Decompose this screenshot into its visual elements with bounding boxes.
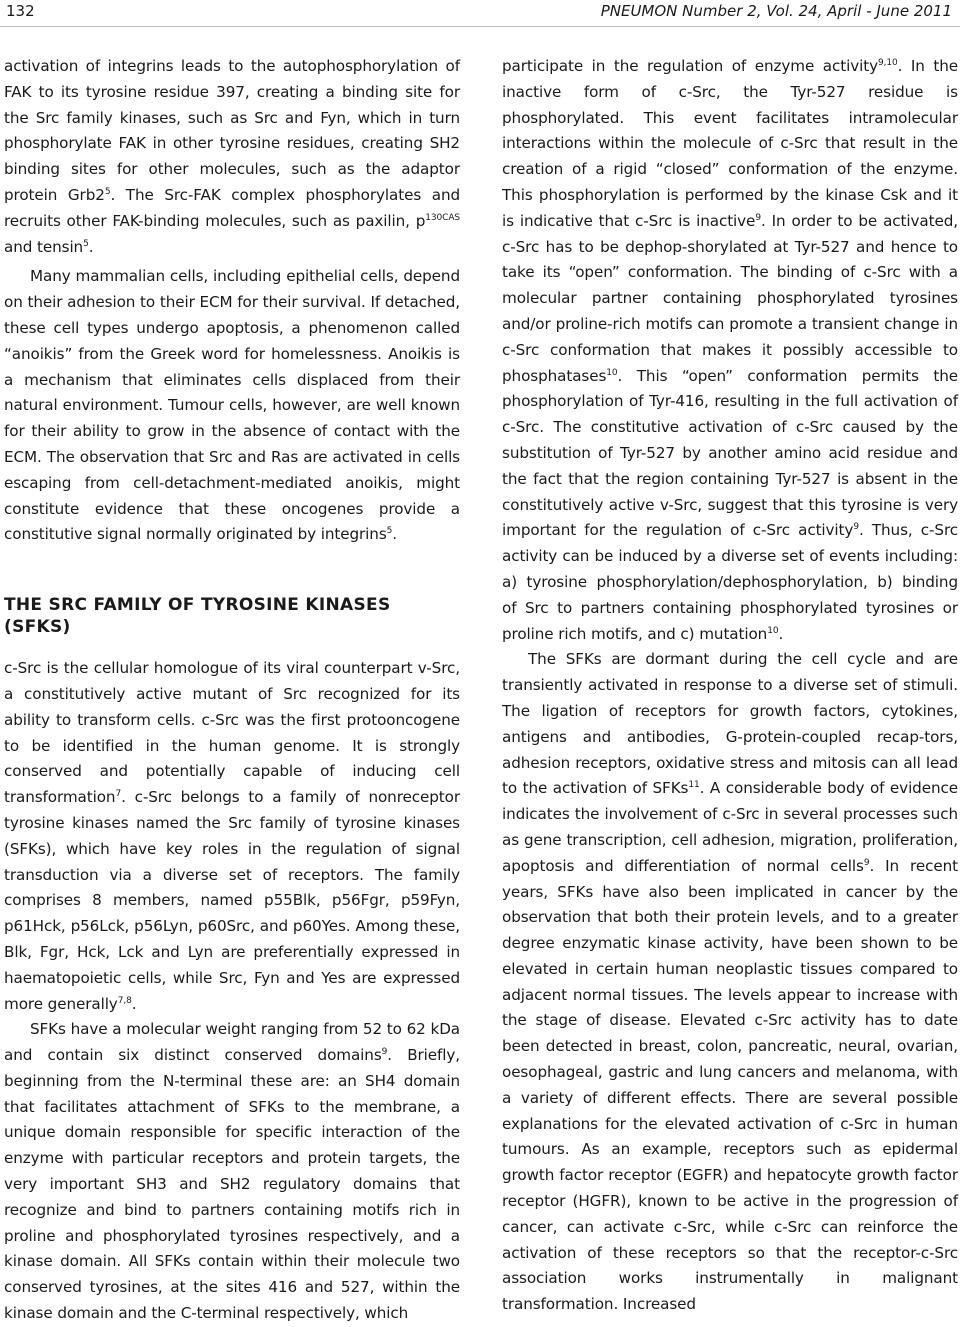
citation: 10 xyxy=(606,367,618,378)
citation: 5 xyxy=(386,526,393,537)
superscript-cas: 130CAS xyxy=(425,212,460,223)
citation: 9 xyxy=(853,522,859,533)
citation: 10 xyxy=(767,625,779,636)
right-column xyxy=(502,54,958,1318)
citation: 9 xyxy=(863,857,870,868)
citation: 9 xyxy=(755,212,761,223)
paragraph-sfk-domains: SFKs have a molecular weight ranging from 52 to 62 kDa and contain six distinct conserved domains$^9$. Briefly, beginning from the N-terminal these are: an SH4 domain that facilitates attachment of SFKs to the membrane, a unique domain responsible for specific interaction of the enzyme with particular receptors and protein targets, the very important SH3 and SH2 regulatory domains that recognize and bind to partners containing motifs rich in proline and phosphorylated tyrosines respectively, and a kinase domain. All SFKs contain within their molecule two conserved tyrosines, at the sites 416 and 527, within the kinase domain and the C-terminal respectively, which xyxy=(4,1020,461,1323)
citation: 5 xyxy=(104,186,111,197)
citation: 11 xyxy=(688,780,700,791)
paragraph-c-src-intro: c-Src is the cellular homologue of its viral counterpart v-Src, a constitutively active mutant of Src recognized for its ability to transform cells. c-Src was the first protooncogene to be identified in the human genome. It is strongly conserved and potentially capable of inducing cell transformation$^7$. c-Src belongs to a family of nonreceptor tyrosine kinases named the Src family of tyrosine kinases (SFKs), which have key roles in the regulation of signal transduction via a diverse set of receptors. The family comprises 8 members, named p55Blk, p56Fgr, p59Fyn, p61Hck, p56Lck, p56Lyn, p60Src, and p60Yes. Among these, Blk, Fgr, Hck, Lck and Lyn are preferentially expressed in haematopoietic cells, while Src, Fyn and Yes are expressed more generally$^{7,8}$. xyxy=(4,659,460,1013)
section-heading: THE SRC FAMILY OF TYROSINE KINASES (SFKS) xyxy=(4,595,391,638)
paragraph-tyr527-regulation: participate in the regulation of enzyme activity$^{9,10}$. In the inactive form of c-Src, the Tyr-527 residue is phosphorylated. This event facilitates intramolecular interactions within the molecule of c-Src that result in the creation of a rigid “closed” conformation of the enzyme. This phosphorylation is performed by the kinase Csk and it is indicative that c-Src is inactive$^9$. In order to be activated, c-Src has to be dephop-shorylated at Tyr-527 and hence to take its “open” conformation. The binding of c-Src with a molecular partner containing phosphorylated tyrosines and/or proline-rich motifs can promote a transient change in c-Src conformation that makes it possibly accessible to phosphatases$^{10}$. This “open” conformation permits the phosphorylation of Tyr-416, resulting in the full activation of c-Src. The constitutive activation of c-Src caused by the substitution of Tyr-527 by another amino acid residue and the fact that the region containing Tyr-527 is absent in the constitutively active v-Src, suggest that this tyrosine is very important for the regulation of c-Src activity$^9$. Thus, c-Src activity can be induced by a diverse set of events including: a) tyrosine phosphorylation/dephosphorylation, b) binding of Src to partners containing phosphorylated tyrosines or proline rich motifs, and c) mutation$^{10}$. xyxy=(502,57,959,643)
citation: 7 xyxy=(115,789,122,800)
paragraph-sfk-cancer: The SFKs are dormant during the cell cycle and are transiently activated in response to a diverse set of stimuli. The ligation of receptors for growth factors, cytokines, antigens and antibodies, G-protein-coupled recap-tors, adhesion receptors, oxidative stress and mitosis can all lead to the activation of SFKs$^{11}$. A considerable body of evidence indicates the involvement of c-Src in several processes such as gene transcription, cell adhesion, migration, proliferation, apoptosis and differentiation of normal cells$^9$. In recent years, SFKs have also been implicated in cancer by the observation that both their protein levels, and to a greater degree enzymatic kinase activity, have been shown to be elevated in certain human neoplastic tissues compared to adjacent normal tissues. The levels appear to increase with the stage of disease. Elevated c-Src activity has to date been detected in breast, colon, pancreatic, neural, ovarian, oesophageal, gastric and lung cancers and melanoma, with a variety of different effects. There are several possible explanations for the elevated activation of c-Src in human tumours. As an example, receptors such as epidermal growth factor receptor (EGFR) and hepatocyte growth factor receptor (HGFR), known to be active in the progression of cancer, can activate c-Src, while c-Src can reinforce the activation of these receptors so that the receptor-c-Src association works instrumentally in malignant transformation. Increased xyxy=(502,650,958,1314)
paragraph-anoikis: Many mammalian cells, including epithelial cells, depend on their adhesion to their ECM for their survival. If detached, these cell types undergo apoptosis, a phenomenon called “anoikis” from the Greek word for homelessness. Anoikis is a mechanism that eliminates cells displaced from their natural environment. Tumour cells, however, are well known for their ability to grow in the absence of contact with the ECM. The observation that Src and Ras are activated in cells escaping from cell-detachment-mediated anoikis, might constitute evidence that these oncogenes provide a constitutive signal normally originated by integrins$^5$. xyxy=(4,267,460,544)
left-column xyxy=(4,54,460,1327)
citation: 5 xyxy=(83,238,89,249)
journal-info: PNEUMON Number 2, Vol. 24, April - June 2011 xyxy=(600,2,952,20)
citation: 9 xyxy=(381,1047,388,1058)
paragraph-integrins-fak: activation of integrins leads to the autophosphorylation of FAK to its tyrosine residue 397, creating a binding site for the Src family kinases, such as Src and Fyn, which in turn phosphorylate FAK in other tyrosine residues, creating SH2 binding sites for other molecules, such as the adaptor protein $Grb2^5$. The Src-FAK complex phosphorylates and recruits other FAK-binding molecules, such as paxilin, $p^{130CAS}$ and tensin$^5$. xyxy=(4,57,461,256)
page-number: 132 xyxy=(6,2,35,20)
citation: 9,10 xyxy=(877,58,898,68)
page-header xyxy=(0,0,960,27)
citation: 7,8 xyxy=(117,995,132,1006)
